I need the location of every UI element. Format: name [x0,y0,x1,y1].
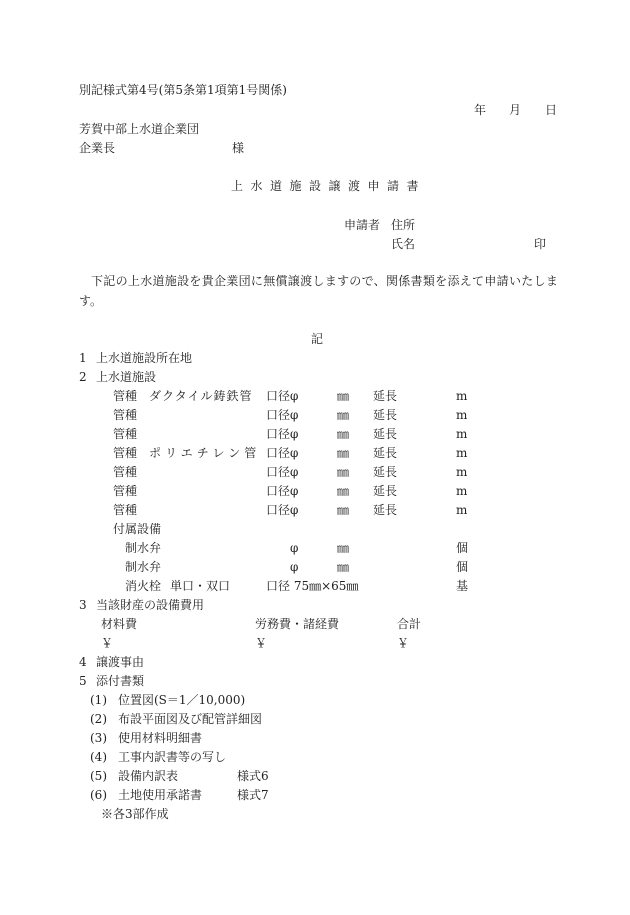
pipe-mm: ㎜ [337,484,350,498]
applicant-label: 申請者 [344,218,381,232]
pipe-type: ポリエチレン管 [149,446,261,460]
hydrant-unit: 基 [456,579,469,593]
date-month: 月 [509,103,522,117]
pipe-length: 延長 [373,427,398,441]
attachment-name: 設備内訳表 [118,769,179,783]
pipe-m: m [456,389,468,403]
section-4-title: 譲渡事由 [96,655,145,669]
pipe-mm: ㎜ [337,408,350,422]
date-day: 日 [545,103,558,117]
name-label: 氏名 [391,237,416,251]
pipe-mm: ㎜ [337,503,350,517]
attachment-name: 位置図(S＝1／10,000) [118,693,246,707]
pipe-label: 管種 [113,427,138,441]
attachment-form: 様式6 [237,769,269,783]
body-line-1: 下記の上水道施設を貴企業団に無償譲渡しますので、関係書類を添えて申請いたしま [91,274,559,288]
material-yen: ￥ [101,636,114,650]
pipe-label: 管種 [113,446,138,460]
section-2-num: 2 [79,370,87,384]
pipe-label: 管種 [113,389,138,403]
pipe-m: m [456,465,468,479]
honorific: 様 [232,141,245,155]
seal-mark: 印 [534,237,547,251]
material-cost-label: 材料費 [101,617,138,631]
pipe-mm: ㎜ [337,446,350,460]
pipe-diameter: 口径φ [266,408,299,422]
hydrant-name: 消火栓 [125,579,162,593]
pipe-length: 延長 [373,408,398,422]
form-id: 別記様式第4号(第5条第1項第1号関係) [79,83,287,97]
valve-1-phi: φ [290,541,299,555]
pipe-m: m [456,484,468,498]
pipe-type: ダクタイル鋳鉄管 [149,389,253,403]
pipe-label: 管種 [113,503,138,517]
attachment-form: 様式7 [237,788,269,802]
pipe-label: 管種 [113,484,138,498]
section-5-title: 添付書類 [96,674,145,688]
section-5-num: 5 [79,674,87,688]
attachment-num: (6) [90,788,107,802]
pipe-diameter: 口径φ [266,389,299,403]
copies-note: ※各3部作成 [101,807,169,821]
org-name: 芳賀中部上水道企業団 [79,122,200,136]
attachment-name: 工事内訳書等の写し [118,750,227,764]
pipe-diameter: 口径φ [266,446,299,460]
section-4-num: 4 [79,655,87,669]
pipe-m: m [456,503,468,517]
valve-1-mm: ㎜ [337,541,350,555]
section-1-title: 上水道施設所在地 [96,351,193,365]
pipe-length: 延長 [373,503,398,517]
attachment-name: 布設平面図及び配管詳細図 [118,712,263,726]
labor-cost-label: 労務費・諸経費 [255,617,340,631]
pipe-mm: ㎜ [337,389,350,403]
document-title: 上水道施設譲渡申請書 [231,179,427,193]
attachment-name: 土地使用承諾書 [118,788,203,802]
pipe-label: 管種 [113,408,138,422]
total-cost-label: 合計 [397,617,422,631]
pipe-mm: ㎜ [337,427,350,441]
attachment-num: (3) [90,731,107,745]
valve-2-name: 制水弁 [125,560,162,574]
pipe-diameter: 口径φ [266,484,299,498]
valve-2-phi: φ [290,560,299,574]
pipe-m: m [456,427,468,441]
pipe-length: 延長 [373,446,398,460]
attachment-name: 使用材料明細書 [118,731,203,745]
section-1-num: 1 [79,351,87,365]
address-label: 住所 [391,218,416,232]
pipe-length: 延長 [373,465,398,479]
accessories-label: 付属設備 [113,522,162,536]
pipe-diameter: 口径φ [266,503,299,517]
attachment-num: (1) [90,693,107,707]
section-3-title: 当該財産の設備費用 [96,598,205,612]
pipe-diameter: 口径φ [266,465,299,479]
pipe-m: m [456,446,468,460]
valve-2-mm: ㎜ [337,560,350,574]
pipe-length: 延長 [373,389,398,403]
pipe-label: 管種 [113,465,138,479]
pipe-m: m [456,408,468,422]
pipe-mm: ㎜ [337,465,350,479]
valve-2-unit: 個 [456,560,469,574]
hydrant-spec: 口径 75㎜×65㎜ [266,579,359,593]
section-2-title: 上水道施設 [96,370,157,384]
attachment-num: (4) [90,750,107,764]
total-yen: ￥ [397,636,410,650]
hydrant-kind: 単口・双口 [170,579,231,593]
valve-1-unit: 個 [456,541,469,555]
attachment-num: (2) [90,712,107,726]
date-year: 年 [474,103,487,117]
body-line-2: す。 [79,294,103,308]
labor-yen: ￥ [255,636,268,650]
pipe-diameter: 口径φ [266,427,299,441]
addressee: 企業長 [79,141,116,155]
ki-heading: 記 [311,332,324,346]
valve-1-name: 制水弁 [125,541,162,555]
attachment-num: (5) [90,769,107,783]
pipe-length: 延長 [373,484,398,498]
section-3-num: 3 [79,598,87,612]
